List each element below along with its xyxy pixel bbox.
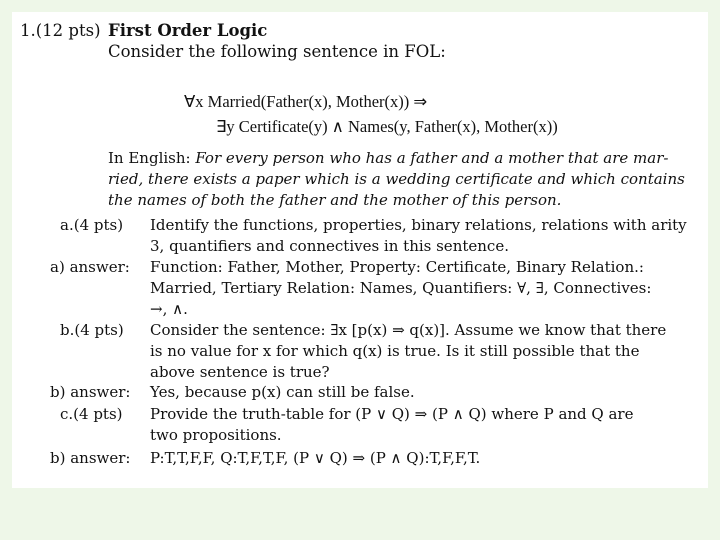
question-number: 1.(12 pts) (20, 21, 101, 40)
part-a-answer (150, 257, 651, 320)
part-a-label: a.(4 pts) (60, 216, 124, 234)
part-b-question (150, 320, 666, 383)
answer-line: →, ∧. (150, 300, 188, 318)
part-a-question (150, 215, 687, 257)
part-c-question (150, 404, 633, 446)
question-title: First Order Logic (108, 21, 268, 40)
question-line: Consider the sentence: ∃x [p(x) ⇒ q(x)]. Assume we know that there (150, 321, 667, 339)
answer-line: Yes, because p(x) can still be false. (150, 383, 415, 401)
formula-line-1: ∀x Married(Father(x), Mother(x)) ⇒ (184, 92, 428, 111)
answer-line: Function: Father, Mother, Property: Certificate, Binary Relation.: (150, 258, 644, 276)
question-line: two propositions. (150, 426, 282, 444)
question-line: above sentence is true? (150, 363, 330, 381)
english-line: the names of both the father and the mother of this person. (108, 191, 562, 209)
part-c-answer-label: b) answer: (50, 449, 131, 467)
answer-line: P:T,T,F,F, Q:T,F,T,F, (P ∨ Q) ⇒ (P ∧ Q):T,F,F,T. (150, 449, 481, 467)
english-line: ried, there exists a paper which is a wedding certificate and which contains (108, 170, 685, 188)
answer-line: Married, Tertiary Relation: Names, Quantifiers: ∀, ∃, Connectives: (150, 279, 652, 297)
question-line: 3, quantifiers and connectives in this sentence. (150, 237, 509, 255)
question-line: Provide the truth-table for (P ∨ Q) ⇒ (P ∧ Q) where P and Q are (150, 405, 634, 423)
part-c-label: c.(4 pts) (60, 405, 123, 423)
english-paraphrase (108, 148, 702, 211)
part-b-answer-label: b) answer: (50, 383, 131, 401)
part-a-answer-label: a) answer: (50, 258, 130, 276)
part-c-answer (150, 448, 480, 469)
english-line: For every person who has a father and a mother that are mar- (190, 149, 669, 167)
question-intro: Consider the following sentence in FOL: (108, 42, 446, 61)
question-line: Identify the functions, properties, binary relations, relations with arity (150, 216, 687, 234)
formula-line-2: ∃y Certificate(y) ∧ Names(y, Father(x), Mother(x)) (216, 117, 558, 136)
english-label: In English: (108, 149, 191, 167)
document-page (12, 12, 708, 488)
part-b-label: b.(4 pts) (60, 321, 124, 339)
part-b-answer (150, 382, 415, 403)
question-line: is no value for x for which q(x) is true. Is it still possible that the (150, 342, 640, 360)
